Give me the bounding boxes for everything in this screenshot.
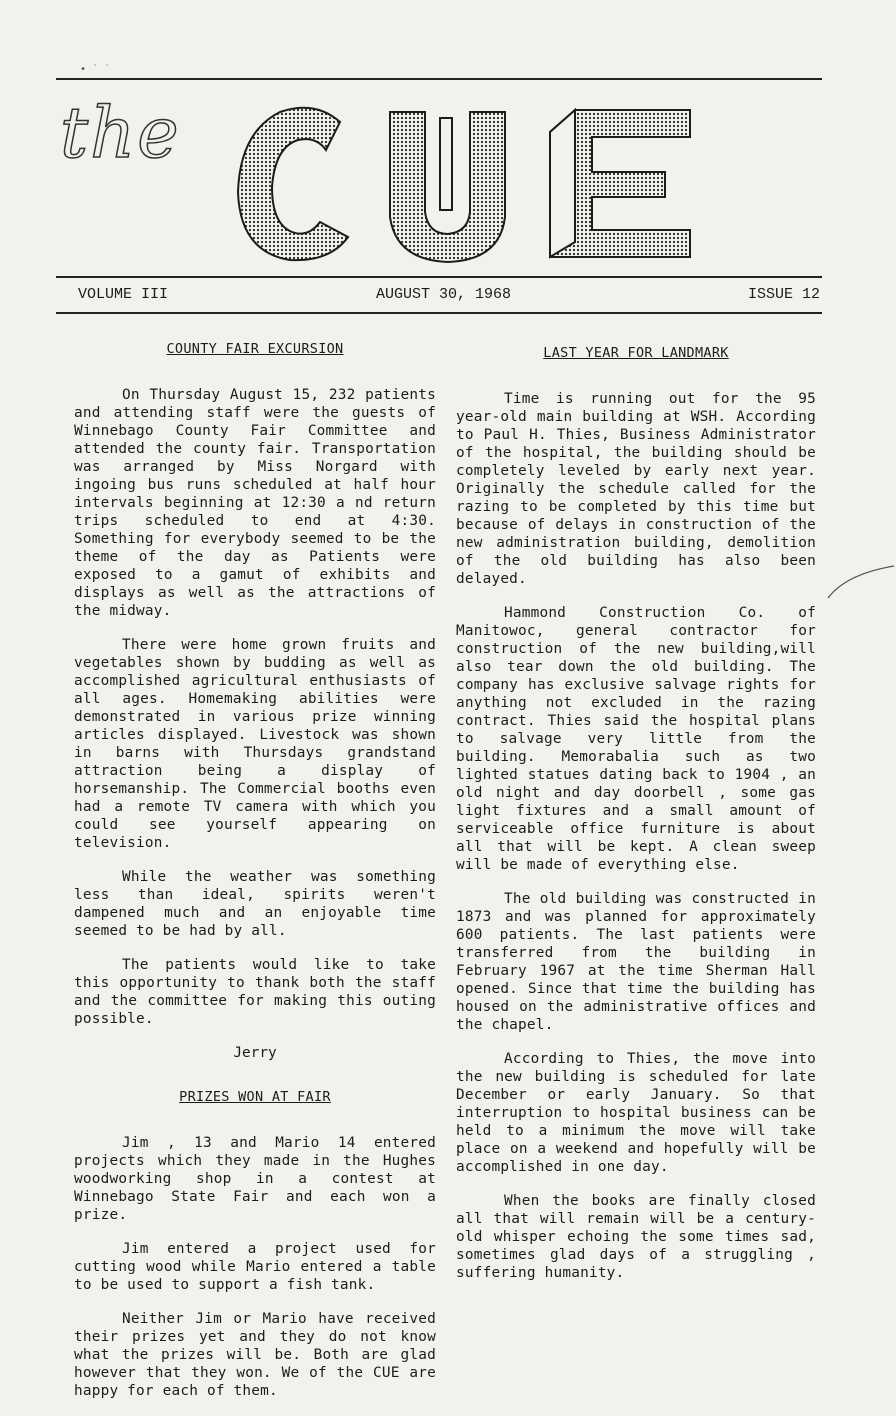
- issue-date: AUGUST 30, 1968: [376, 286, 512, 303]
- article-paragraph: The patients would like to take this opportunity to thank both the staff and the committee for making this outing possible.: [74, 957, 436, 1027]
- article-paragraph: According to Thies, the move into the new building is scheduled for late December or early January. So that interruption to hospital business can be held to a minimum the move will take place on a weekend and hopefully will be accomplished in one day.: [456, 1051, 816, 1175]
- issue-number: ISSUE 12: [747, 286, 820, 303]
- article-paragraph: Hammond Construction Co. of Manitowoc, general contractor for construction of the new building,will also tear down the old building. The company has exclusive salvage rights for anything not excluded in the razing contract. Thies said the hospital plans to salvage very little from the building. Memorabalia such as two lighted statues dating back to 1904 , an old night and day doorbell , some gas light fixtures and a small amount of serviceable office furniture is about all that will be kept. A clean sweep will be made of everything else.: [456, 605, 816, 873]
- left-column: [74, 340, 436, 1416]
- author-signature: Jerry: [233, 1045, 277, 1061]
- print-speck: • ˙ ˙: [80, 64, 111, 75]
- headline-county-fair: COUNTY FAIR EXCURSION: [166, 341, 344, 357]
- volume-label: VOLUME III: [78, 286, 169, 303]
- article-paragraph: Time is running out for the 95 year-old main building at WSH. According to Paul H. Thies, Business Administrator of the hospital, the building should be completely leveled by early next year. Originally the schedule called for the razing to be completed by this time but because of delays in construction of the new administration building, demolition of the old building has also been delayed.: [456, 391, 816, 587]
- masthead-cue-logo: [220, 92, 740, 267]
- article-paragraph: The old building was constructed in 1873 and was planned for approximately 600 patients. The last patients were transferred from the building in February 1967 at the time Sherman Hall opened. Since that time the building has housed on the administrative offices and the chapel.: [456, 891, 816, 1033]
- article-paragraph: There were home grown fruits and vegetables shown by budding as well as accomplished agricultural enthusiasts of all ages. Homemaking abilities were demonstrated in various prize winning articles displayed. Livestock was shown in barns with Thursdays grandstand attraction being a display of horsemanship. The Commercial booths even had a remote TV camera with which you could see yourself appearing on television.: [74, 637, 436, 851]
- masthead-the: the: [60, 92, 181, 174]
- article-paragraph: Jim entered a project used for cutting wood while Mario entered a table to be used to support a fish tank.: [74, 1241, 436, 1293]
- top-rule: [56, 78, 822, 80]
- article-paragraph: On Thursday August 15, 232 patients and attending staff were the guests of Winnebago County Fair Committee and attended the county fair. Transportation was arranged by Miss Norgard with ingoing bus runs scheduled at half hour intervals beginning at 12:30 a nd return trips scheduled to end at 4:30. Something for everybody seemed to be the theme of the day as Patients were exposed to a gamut of exhibits and displays as well as the attractions of the midway.: [74, 387, 436, 619]
- headline-landmark: LAST YEAR FOR LANDMARK: [543, 345, 729, 361]
- article-paragraph: While the weather was something less than ideal, spirits weren't dampened much and an enjoyable time seemed to be had by all.: [74, 869, 436, 939]
- issue-bar-rule: [56, 312, 822, 314]
- article-paragraph: Neither Jim or Mario have received their prizes yet and they do not know what the prizes will be. Both are glad however that they won. We of the CUE are happy for each of them.: [74, 1311, 436, 1399]
- masthead: [60, 92, 840, 267]
- margin-pencil-mark: [826, 560, 896, 600]
- article-paragraph: When the books are finally closed all that will remain will be a century-old whisper echoing the some times sad, sometimes glad days of a struggling , suffering humanity.: [456, 1193, 816, 1281]
- article-paragraph: Jim , 13 and Mario 14 entered projects which they made in the Hughes woodworking shop in a contest at Winnebago State Fair and each won a prize.: [74, 1135, 436, 1223]
- masthead-bottom-rule: [56, 276, 822, 278]
- right-column: [456, 344, 816, 1298]
- issue-bar: [78, 286, 820, 308]
- headline-prizes: PRIZES WON AT FAIR: [179, 1089, 331, 1105]
